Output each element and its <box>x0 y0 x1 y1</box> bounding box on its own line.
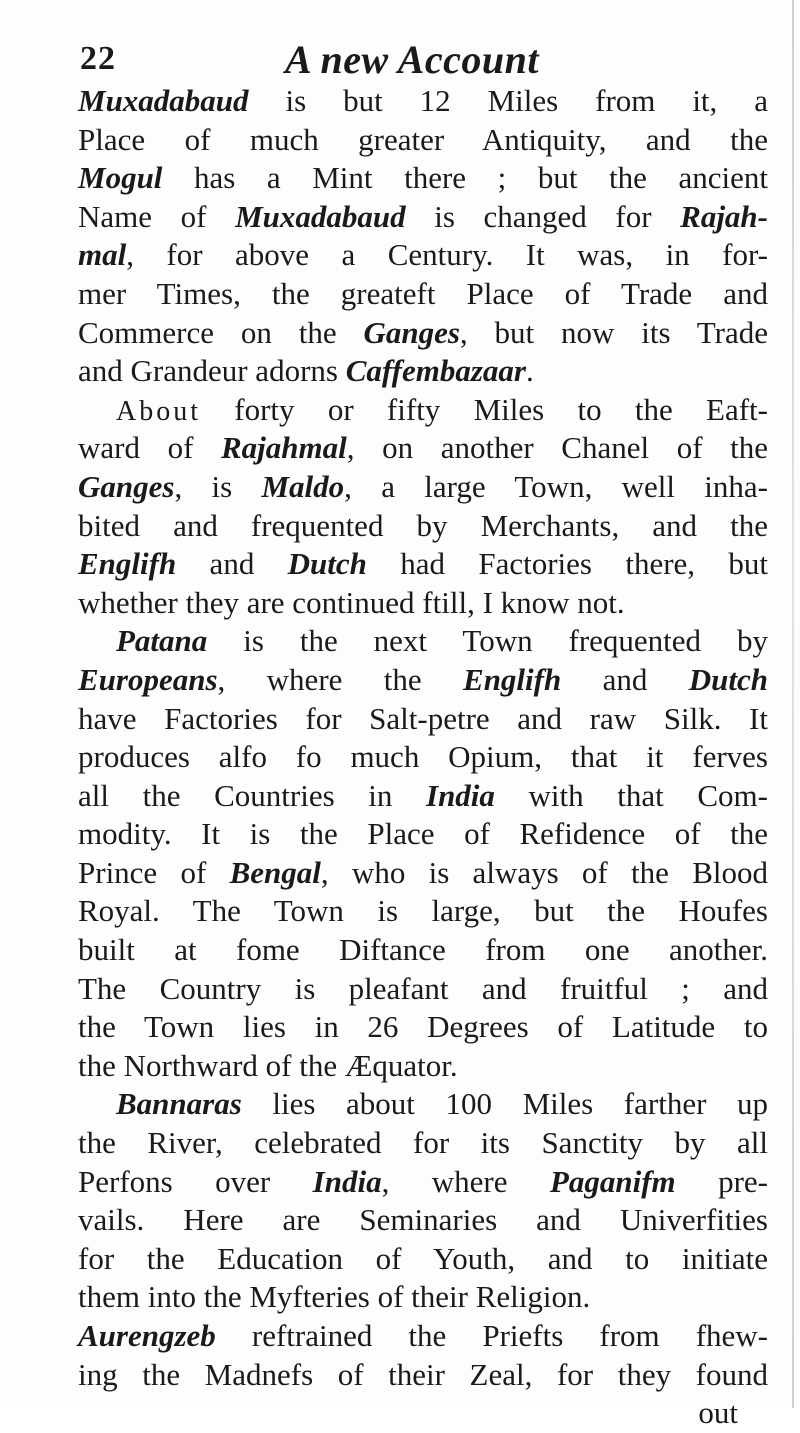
text-line <box>78 1394 768 1433</box>
text-run: . <box>525 353 534 389</box>
text-line <box>78 931 768 970</box>
italic-term: India <box>426 777 495 813</box>
text-run: , who is always of the Blood <box>320 854 768 890</box>
text-run: and Grandeur adorns <box>78 353 346 389</box>
italic-term: Englifh <box>463 661 562 697</box>
italic-term: Paganifm <box>549 1163 676 1199</box>
page-number: 22 <box>80 40 116 77</box>
text-line <box>78 275 768 314</box>
text-run: reftrained the Priefts from fhew- <box>215 1318 768 1353</box>
text-line <box>78 1008 768 1047</box>
italic-term: mal <box>78 237 127 273</box>
text-run: , where <box>381 1163 550 1199</box>
text-line <box>78 1163 768 1202</box>
page-edge <box>792 0 794 1408</box>
text-line <box>78 468 768 507</box>
italic-term: Ganges <box>78 468 175 504</box>
italic-term: Europeans <box>78 661 218 697</box>
italic-term: Ganges <box>363 314 460 350</box>
text-line <box>78 661 768 700</box>
text-run: Royal. The Town is large, but the Houfes <box>78 893 768 929</box>
running-title: A new Account <box>285 37 539 82</box>
italic-term: Caffembazaar <box>345 353 526 389</box>
italic-term: Muxadabaud <box>235 198 406 234</box>
text-line <box>78 1317 768 1356</box>
text-run: produces alfo fo much Opium, that it ferves <box>78 739 768 775</box>
text-run: the River, celebrated for its Sanctity by all <box>78 1125 768 1161</box>
text-run: built at fome Diftance from one another. <box>78 932 768 968</box>
italic-term: Bannaras <box>116 1086 242 1122</box>
text-run: ing the Madnefs of their Zeal, for they found <box>78 1356 768 1392</box>
text-run: ward of <box>78 430 221 466</box>
text-run: them into the Myfteries of their Religion. <box>78 1279 591 1315</box>
text-run: Place of much greater Antiquity, and the <box>78 121 768 157</box>
italic-term: Maldo <box>261 468 345 504</box>
text-run: the Northward of the Æquator. <box>78 1047 458 1083</box>
italic-term: Aurengzeb <box>78 1318 216 1353</box>
text-run: is changed for <box>405 198 681 234</box>
text-line <box>78 198 768 237</box>
text-line <box>78 429 768 468</box>
text-line <box>78 738 768 777</box>
text-run: Commerce on the <box>78 314 364 350</box>
text-line <box>78 1356 768 1395</box>
text-run: and <box>561 661 689 697</box>
text-line <box>78 236 768 275</box>
text-run: forty or fifty Miles to the Eaft- <box>201 391 768 427</box>
text-run: , where the <box>217 661 464 697</box>
italic-term: Rajah- <box>680 198 768 234</box>
small-caps-word: About <box>116 395 201 427</box>
text-run: out <box>698 1395 738 1431</box>
text-line <box>78 622 768 661</box>
text-run: vails. Here are Seminaries and Univerfities <box>78 1202 768 1238</box>
text-line <box>78 854 768 893</box>
text-run: bited and frequented by Merchants, and the <box>78 507 768 543</box>
text-run: , is <box>174 468 262 504</box>
text-line <box>78 970 768 1009</box>
text-run: and <box>176 546 288 582</box>
text-run: whether they are continued ftill, I know not. <box>78 584 625 620</box>
text-line <box>78 584 768 623</box>
italic-term: Rajahmal <box>221 430 347 466</box>
italic-term: Dutch <box>688 661 768 697</box>
text-line <box>78 391 768 430</box>
text-run: Name of <box>78 198 236 234</box>
italic-term: Bengal <box>229 854 321 890</box>
text-run: mer Times, the greateft Place of Trade and <box>78 275 768 311</box>
text-run: , but now its Trade <box>459 314 768 350</box>
text-line <box>78 1240 768 1279</box>
text-line <box>78 314 768 353</box>
italic-term: Muxadabaud <box>78 83 249 118</box>
text-run: modity. It is the Place of Refidence of the <box>78 816 768 852</box>
text-line <box>78 815 768 854</box>
text-run: , a large Town, well inha- <box>344 468 768 504</box>
text-line <box>78 1124 768 1163</box>
text-run: , for above a Century. It was, in for- <box>126 237 768 273</box>
text-line <box>78 507 768 546</box>
text-run: , on another Chanel of the <box>346 430 768 466</box>
italic-term: India <box>312 1163 382 1199</box>
text-line <box>78 1085 768 1124</box>
text-run: Prince of <box>78 854 230 890</box>
text-line <box>78 1278 768 1317</box>
text-run: for the Education of Youth, and to initiate <box>78 1240 768 1276</box>
text-line <box>78 352 768 391</box>
text-line <box>78 700 768 739</box>
italic-term: Englifh <box>78 546 177 582</box>
text-line <box>78 1047 768 1086</box>
text-run: is but 12 Miles from it, a <box>248 83 768 118</box>
text-run: with that Com- <box>494 777 768 813</box>
text-line <box>78 159 768 198</box>
text-line <box>78 545 768 584</box>
body-text <box>78 82 768 1433</box>
italic-term: Mogul <box>78 160 163 196</box>
text-run: all the Countries in <box>78 777 426 813</box>
text-run: is the next Town frequented by <box>207 623 768 659</box>
text-line <box>78 892 768 931</box>
text-run: The Country is pleafant and fruitful ; and <box>78 970 768 1006</box>
text-run: has a Mint there ; but the ancient <box>162 160 768 196</box>
text-run: lies about 100 Miles farther up <box>241 1086 768 1122</box>
text-line <box>78 82 768 121</box>
italic-term: Patana <box>116 623 208 659</box>
text-run: had Factories there, but <box>366 546 768 582</box>
text-line <box>78 777 768 816</box>
text-run: Perfons over <box>78 1163 313 1199</box>
text-run: have Factories for Salt-petre and raw Silk. It <box>78 700 768 736</box>
text-line <box>78 121 768 160</box>
text-line <box>78 1201 768 1240</box>
text-run: the Town lies in 26 Degrees of Latitude to <box>78 1009 768 1045</box>
text-run: pre- <box>675 1163 768 1199</box>
italic-term: Dutch <box>287 546 367 582</box>
